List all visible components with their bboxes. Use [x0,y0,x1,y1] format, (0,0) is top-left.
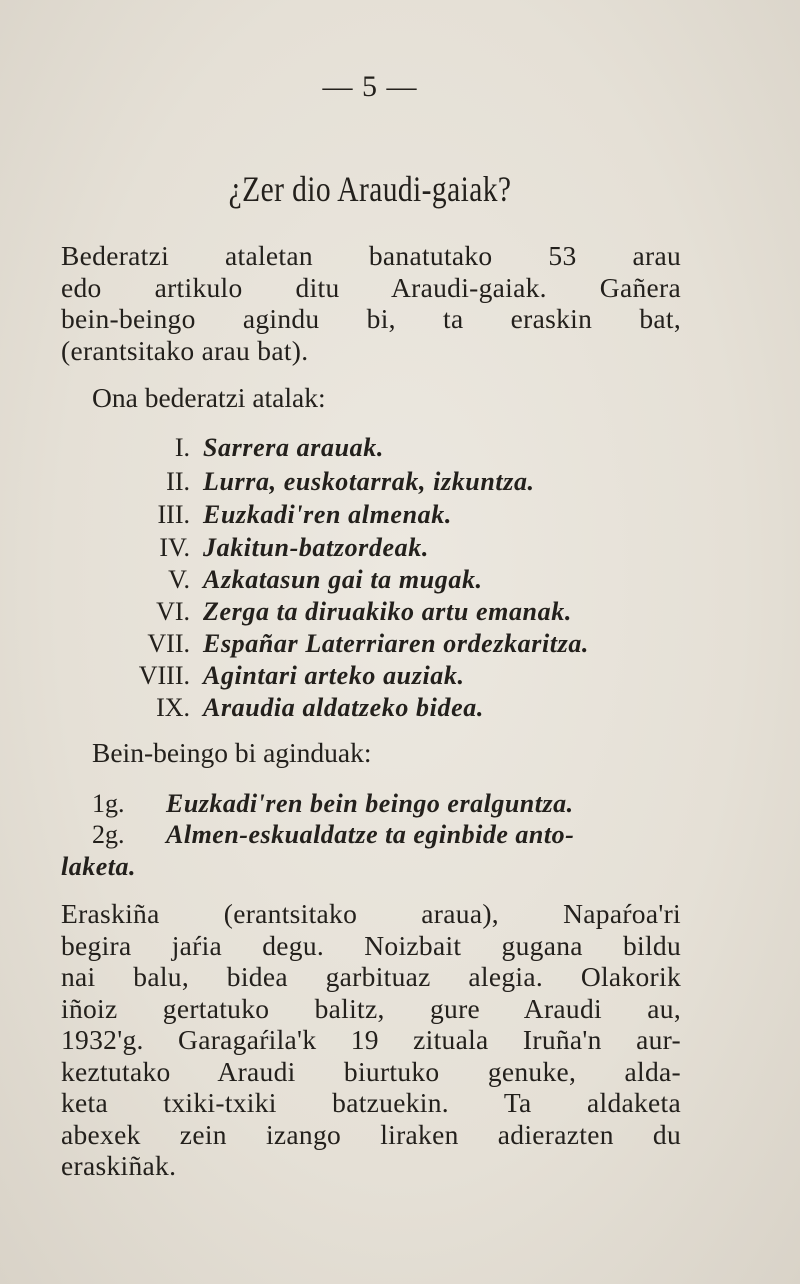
intro-line: (erantsitako arau bat). [61,334,309,366]
chapter-item [0,565,700,597]
chapter-number: V. [168,565,190,594]
chapter-item [0,661,700,693]
chapter-item [0,467,700,499]
provision-title: Almen-eskualdatze ta eginbide anto- [166,820,575,849]
chapter-number: IV. [159,533,190,562]
chapter-number: III. [157,500,190,529]
chapter-title: Españar Laterriaren ordezkaritza. [203,629,590,658]
chapters-lead: Ona bederatzi atalak: [92,382,326,413]
chapter-item [0,433,700,465]
appendix-paragraph [61,898,681,1182]
chapter-item [0,533,700,565]
chapter-number: II. [166,467,190,496]
provision-item [92,820,574,850]
page-number: — 5 — [322,70,418,103]
intro-line: Bederatzi ataletan banatutako 53 arau [61,240,681,271]
appendix-line: begira jaŕia degu. Noizbait gugana bildu [61,929,681,961]
provisions-lead: Bein-beingo bi aginduak: [92,737,372,768]
appendix-line: eraskiñak. [61,1150,177,1181]
chapter-title: Jakitun-batzordeak. [203,533,429,562]
chapter-item [0,693,700,725]
page-title: ¿Zer dio Araudi-gaiak? [228,169,512,209]
chapter-number: VI. [156,597,190,626]
chapter-number: VII. [147,629,190,658]
chapter-item [0,629,700,661]
chapter-title: Agintari arteko auziak. [203,661,465,690]
provision-item [92,789,574,819]
appendix-line: nai balu, bidea garbituaz alegia. Olakorik [61,961,681,992]
appendix-line: 1932'g. Garagaŕila'k 19 zituala Iruña'n aur- [61,1024,681,1055]
chapter-title: Araudia aldatzeko bidea. [203,693,484,722]
chapter-item [0,500,700,532]
chapter-title: Sarrera arauak. [203,433,384,462]
chapter-title: Azkatasun gai ta mugak. [203,565,483,594]
chapter-title: Lurra, euskotarrak, izkuntza. [203,467,535,496]
appendix-line: keta txiki-txiki batzuekin. Ta aldaketa [61,1087,681,1118]
provision-continuation: laketa. [61,852,136,881]
chapter-title: Euzkadi'ren almenak. [203,500,452,529]
appendix-line: abexek zein izango liraken adierazten du [61,1118,681,1150]
intro-line: edo artikulo ditu Araudi-gaiak. Gañera [61,271,681,303]
appendix-line: iñoiz gertatuko balitz, gure Araudi au, [61,992,681,1024]
chapter-number: IX. [156,693,190,722]
provision-number: 2g. [92,820,125,849]
chapter-title: Zerga ta diruakiko artu emanak. [203,597,572,626]
provision-title: Euzkadi'ren bein beingo eralguntza. [166,789,574,818]
chapter-number: VIII. [138,661,190,690]
appendix-line: keztutako Araudi biurtuko genuke, alda- [61,1055,681,1087]
intro-line: bein-beingo agindu bi, ta eraskin bat, [61,303,681,334]
intro-paragraph [61,240,681,366]
appendix-line: Eraskiña (erantsitako araua), Napaŕoa'ri [61,898,681,929]
chapter-number: I. [174,433,190,462]
provision-number: 1g. [92,789,125,818]
chapter-item [0,597,700,629]
